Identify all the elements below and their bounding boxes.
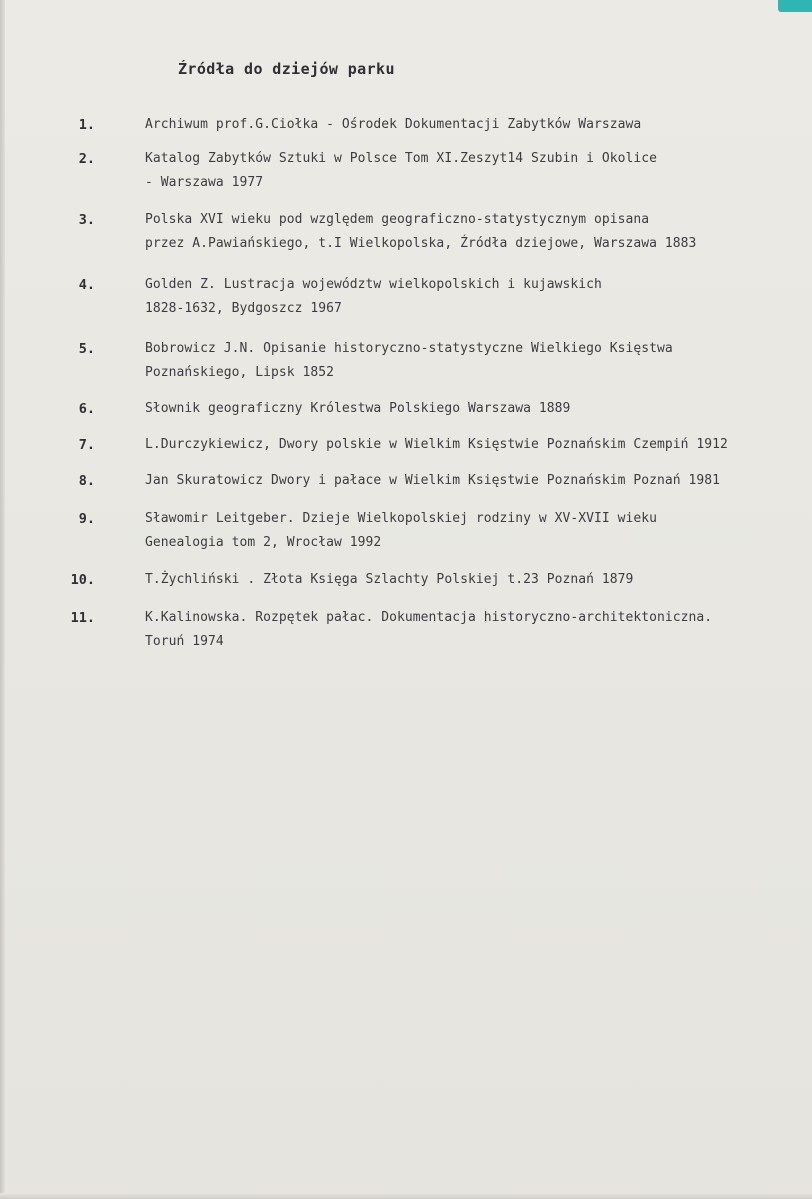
page-bottom-edge [0,1193,812,1199]
page-title: Źródła do dziejów parku [178,60,395,78]
list-item-number: 4. [78,277,95,293]
list-item-number: 7. [78,437,95,453]
list-item-text: T.Żychliński . Złota Księga Szlachty Polskiej t.23 Poznań 1879 [145,572,634,587]
corner-tab [778,0,812,12]
list-item-text: K.Kalinowska. Rozpętek pałac. Dokumentacja historyczno-architektoniczna. [145,610,713,625]
list-item-number: 9. [78,511,95,527]
list-item-text: Katalog Zabytków Sztuki w Polsce Tom XI.Zeszyt14 Szubin i Okolice [145,151,657,166]
list-item-text: L.Durczykiewicz, Dwory polskie w Wielkim Księstwie Poznańskim Czempiń 1912 [145,437,728,452]
list-item-text: Bobrowicz J.N. Opisanie historyczno-statystyczne Wielkiego Księstwa [145,341,673,356]
list-item-text: - Warszawa 1977 [145,175,264,190]
list-item-number: 3. [78,212,95,228]
list-item-text: Jan Skuratowicz Dwory i pałace w Wielkim Księstwie Poznańskim Poznań 1981 [145,473,720,488]
page-left-edge [0,0,5,1199]
list-item-text: Genealogia tom 2, Wrocław 1992 [145,535,382,550]
list-item-number: 6. [78,401,95,417]
list-item-text: Sławomir Leitgeber. Dzieje Wielkopolskiej rodziny w XV-XVII wieku [145,511,657,526]
list-item-text: 1828-1632, Bydgoszcz 1967 [145,301,342,316]
list-item-number: 2. [78,151,95,167]
list-item-text: przez A.Pawiańskiego, t.I Wielkopolska, Źródła dziejowe, Warszawa 1883 [145,236,697,251]
list-item-text: Archiwum prof.G.Ciołka - Ośrodek Dokumentacji Zabytków Warszawa [145,117,642,132]
list-item-number: 10. [70,572,95,588]
list-item-text: Toruń 1974 [145,634,224,649]
list-item-text: Poznańskiego, Lipsk 1852 [145,365,335,380]
list-item-text: Golden Z. Lustracja województw wielkopolskich i kujawskich [145,277,602,292]
list-item-text: Słownik geograficzny Królestwa Polskiego Warszawa 1889 [145,401,571,416]
list-item-number: 5. [78,341,95,357]
list-item-number: 8. [78,473,95,489]
list-item-text: Polska XVI wieku pod względem geograficzno-statystycznym opisana [145,212,650,227]
list-item-number: 11. [70,610,95,626]
list-item-number: 1. [78,117,95,133]
